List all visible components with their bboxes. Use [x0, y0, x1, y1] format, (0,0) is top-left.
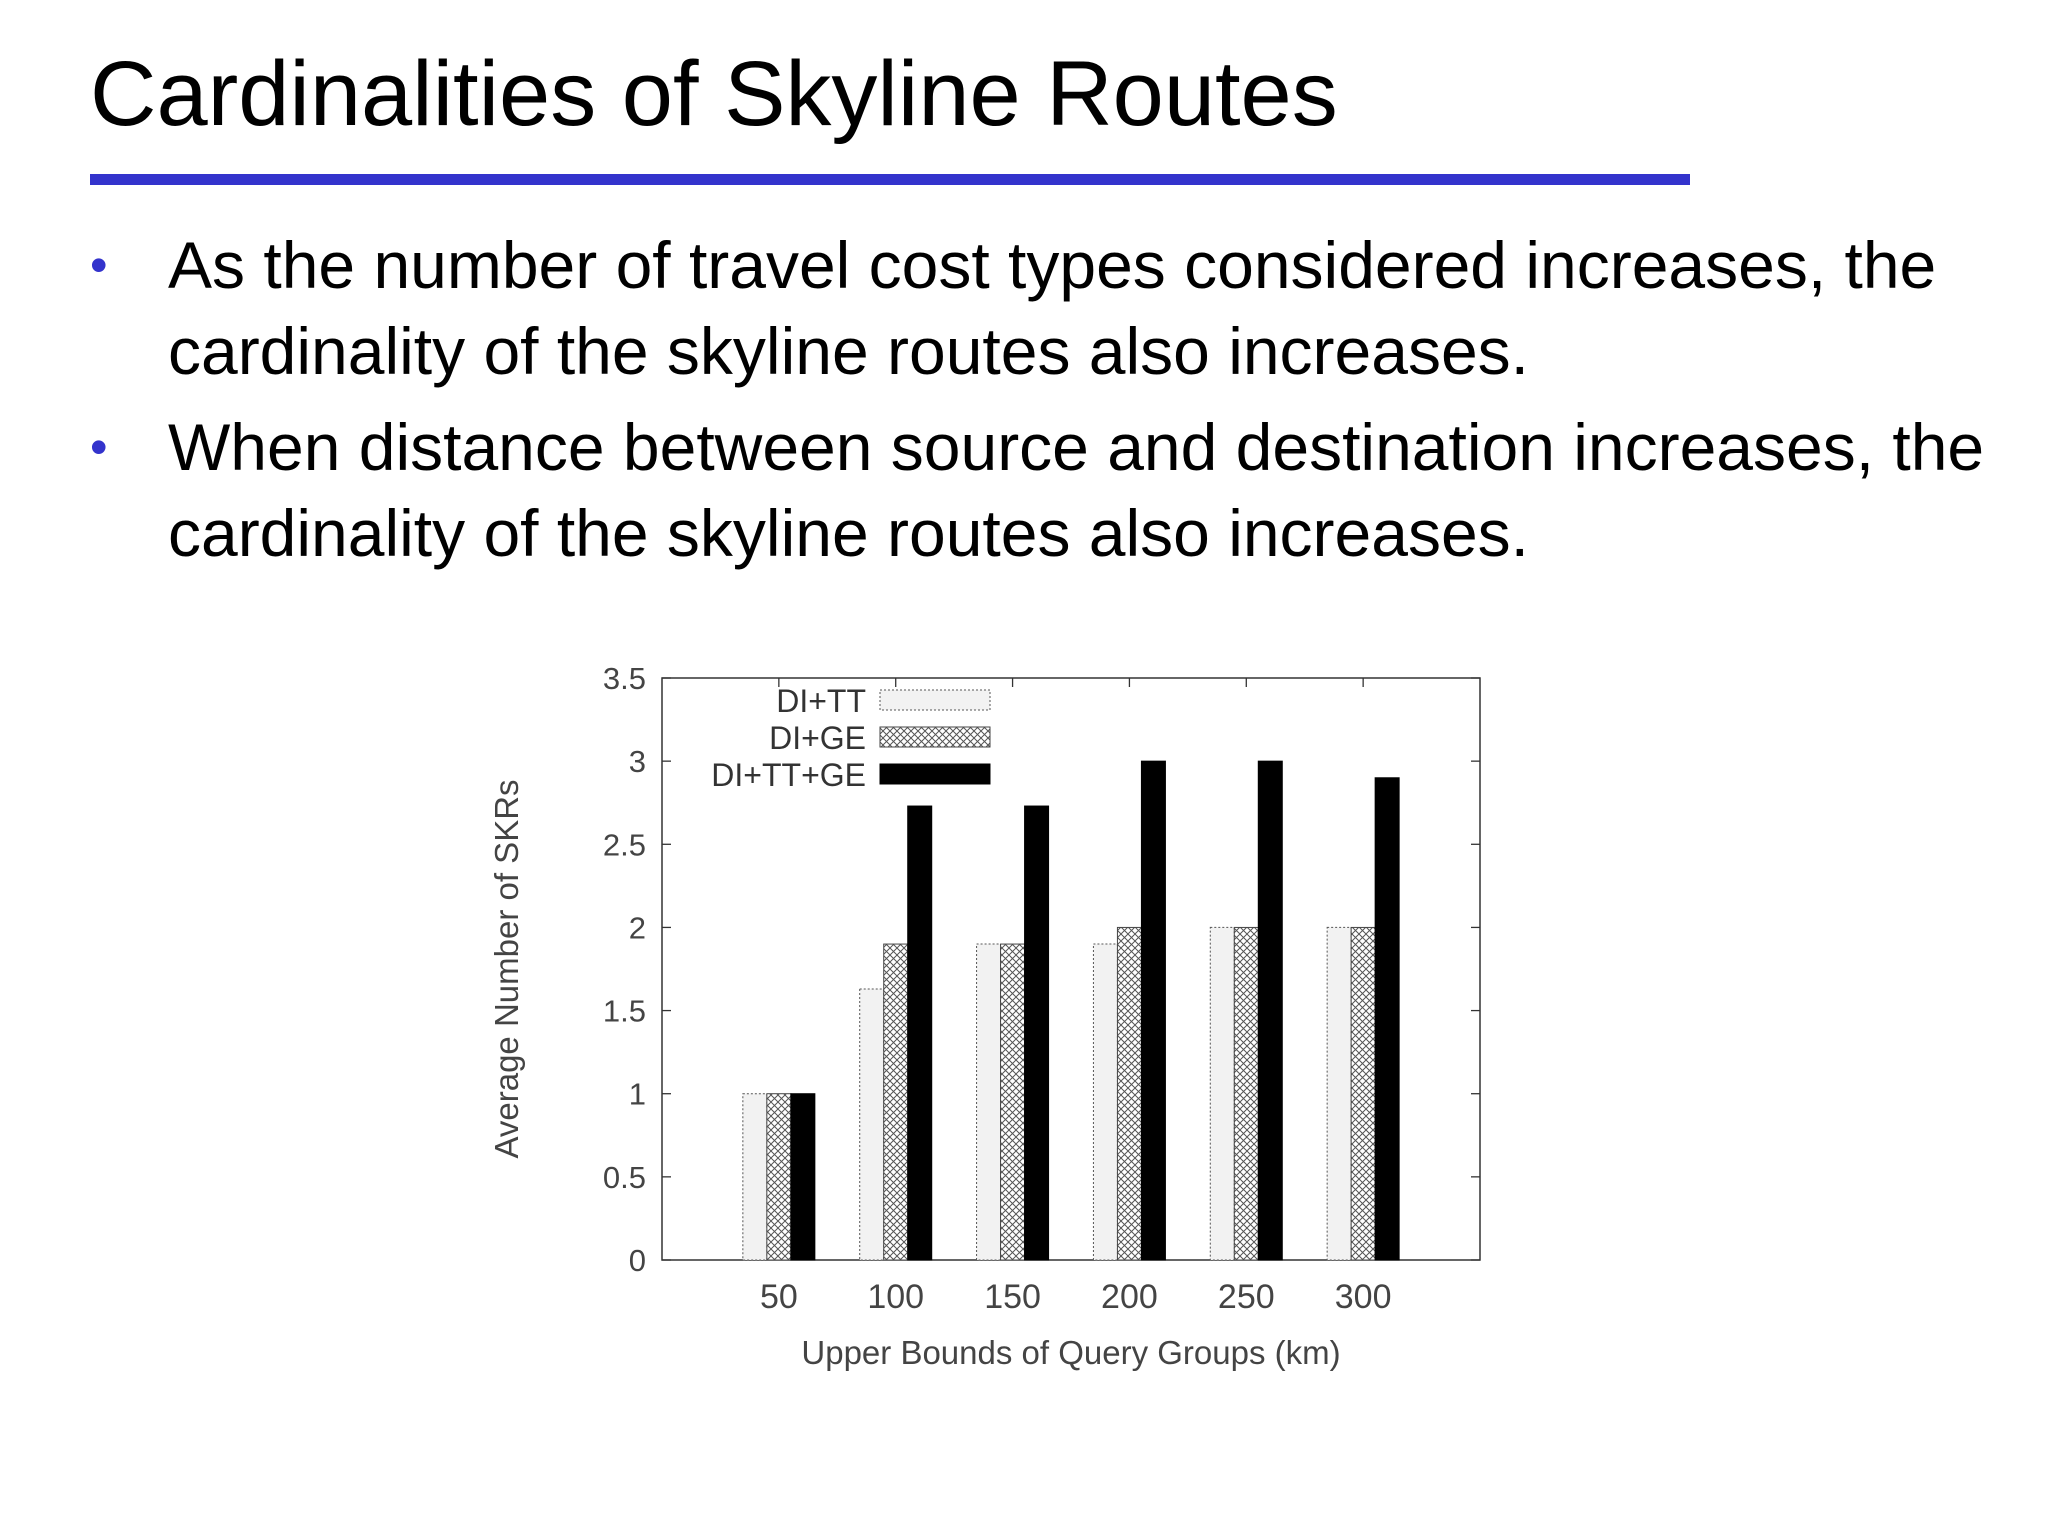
y-tick-label: 2	[628, 910, 646, 946]
x-tick-label: 100	[867, 1278, 925, 1316]
bar	[1025, 806, 1049, 1260]
bar	[1117, 927, 1141, 1260]
legend-swatch	[880, 690, 990, 710]
bar-chart-svg	[470, 640, 1520, 1380]
bar	[1258, 761, 1282, 1260]
bar	[1141, 761, 1165, 1260]
y-tick-label: 1.5	[602, 993, 646, 1029]
bullet-item	[90, 404, 2010, 576]
bullet-text: As the number of travel cost types considered increases, the cardinality of the skyline routes also increases.	[168, 228, 1937, 388]
y-axis-label: Average Number of SKRs	[488, 779, 525, 1159]
legend-swatch	[880, 727, 990, 747]
x-tick-label: 300	[1334, 1278, 1392, 1316]
bar	[743, 1094, 767, 1260]
bar	[767, 1094, 791, 1260]
x-tick-label: 50	[759, 1278, 798, 1316]
y-tick-label: 0.5	[602, 1159, 646, 1195]
bar	[977, 944, 1001, 1260]
bar	[1327, 927, 1351, 1260]
bar	[1210, 927, 1234, 1260]
x-axis-label: Upper Bounds of Query Groups (km)	[801, 1334, 1341, 1371]
bar	[1351, 927, 1375, 1260]
bar	[1234, 927, 1258, 1260]
bullet-text: When distance between source and destination increases, the cardinality of the skyline routes also increases.	[168, 410, 1985, 570]
legend-label: DI+TT+GE	[711, 757, 866, 793]
x-tick-label: 200	[1101, 1278, 1158, 1316]
legend-swatch	[880, 764, 990, 784]
bullet-item	[90, 222, 2010, 394]
bar	[884, 944, 908, 1260]
y-tick-label: 2.5	[602, 827, 646, 863]
bullet-list	[90, 222, 2010, 586]
legend-label: DI+GE	[769, 720, 866, 756]
x-tick-label: 150	[984, 1278, 1041, 1316]
bar	[1001, 944, 1025, 1260]
bar-chart	[470, 640, 1520, 1380]
legend-label: DI+TT	[776, 683, 866, 719]
bar	[908, 806, 932, 1260]
title-underline	[90, 174, 1690, 185]
bar	[1093, 944, 1117, 1260]
bar	[860, 989, 884, 1260]
x-tick-label: 250	[1217, 1278, 1275, 1316]
y-tick-label: 1	[628, 1076, 646, 1112]
y-tick-label: 3	[628, 744, 646, 780]
slide-title: Cardinalities of Skyline Routes	[90, 43, 1338, 145]
bar	[791, 1094, 815, 1260]
y-tick-label: 0	[628, 1243, 646, 1278]
bar	[1375, 778, 1399, 1260]
y-tick-label: 3.5	[602, 661, 646, 696]
bullet-dot-icon: •	[90, 419, 108, 475]
bullet-dot-icon: •	[90, 237, 108, 293]
